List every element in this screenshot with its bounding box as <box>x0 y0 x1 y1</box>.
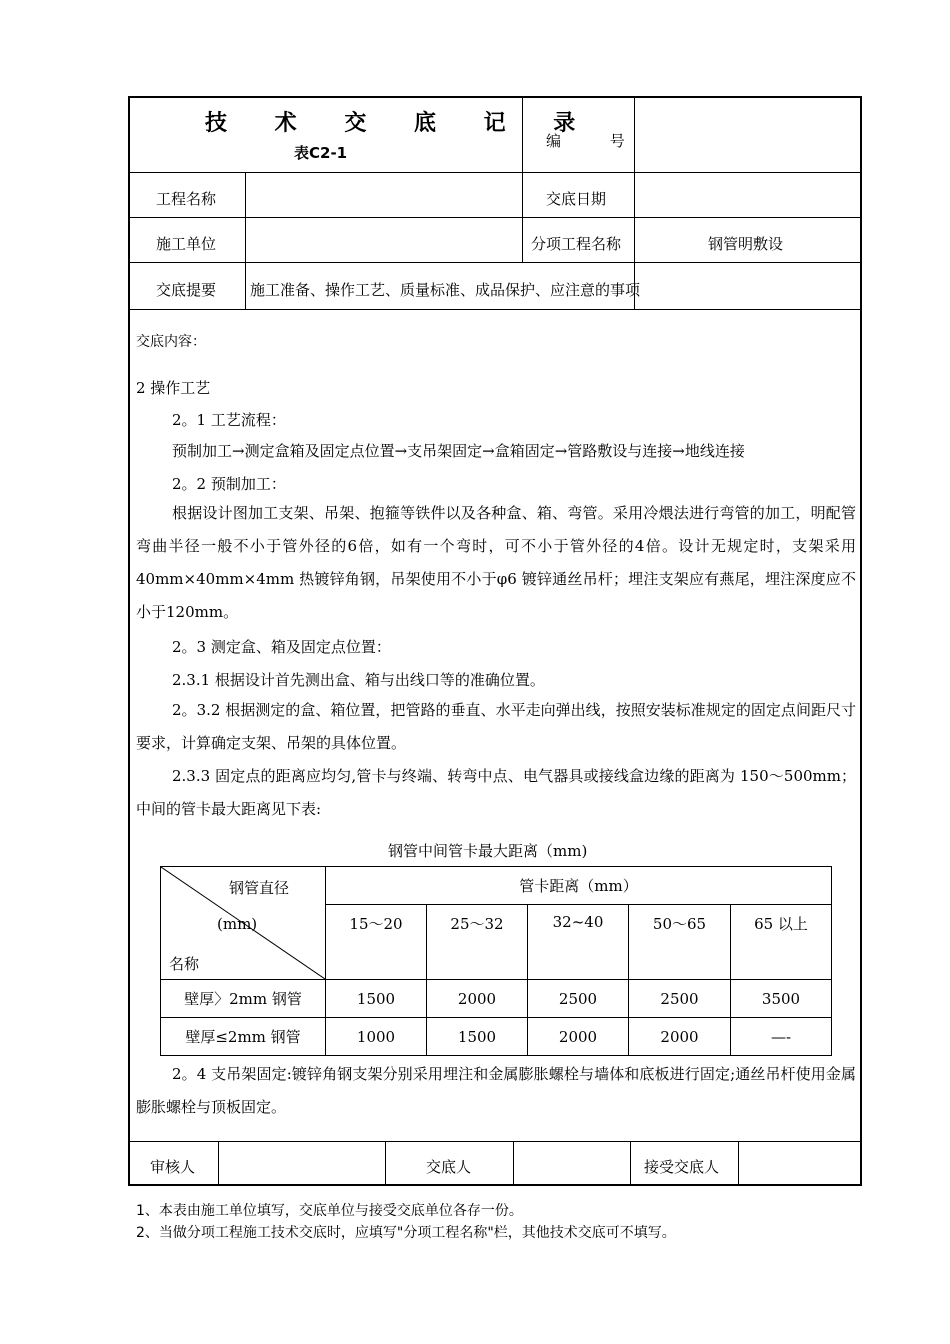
subsection-heading: 2。2 预制加工： <box>172 475 286 493</box>
form-title: 技 术 交 底 记 录 <box>205 111 596 136</box>
table-row <box>161 1018 832 1056</box>
table-row <box>161 980 832 1018</box>
column-header: 32~40 <box>528 905 629 980</box>
paragraph: 2。4 支吊架固定:镀锌角钢支架分别采用埋注和金属膨胀螺栓与墙体和底板进行固定;通丝吊杆使用金属膨胀螺栓与顶板固定。 <box>136 1065 856 1116</box>
reviewer-label: 审核人 <box>150 1158 196 1176</box>
row-name: 壁厚≤2mm 钢管 <box>161 1018 326 1056</box>
col-divider <box>738 1141 739 1186</box>
column-header: 65 以上 <box>731 905 832 980</box>
paragraph: 2.3.1 根据设计首先测出盒、箱与出线口等的准确位置。 <box>172 671 545 689</box>
summary-label: 交底提要 <box>156 281 217 299</box>
col-divider <box>513 1141 514 1186</box>
table-cell: 2000 <box>629 1018 731 1056</box>
corner-mid: (mm) <box>217 915 258 933</box>
spacing-table <box>160 866 832 1056</box>
col-divider <box>634 96 635 309</box>
paragraph: 根据设计图加工支架、吊架、抱箍等铁件以及各种盒、箱、弯管。采用冷煨法进行弯管的加工，明配管弯曲半径一般不小于管外径的6倍，如有一个弯时，可不小于管外径的4倍。设计无规定时，支架采用 40mm×40mm×4mm 热镀锌角钢，吊架使用不小于φ6 镀锌通丝吊杆；埋注支架应有燕尾，埋注深度应不小于120mm。 <box>136 504 856 621</box>
col-divider <box>630 1141 631 1186</box>
col-divider <box>522 217 523 262</box>
table-cell: 1000 <box>326 1018 427 1056</box>
receiver-field[interactable] <box>740 1143 860 1185</box>
row-name: 壁厚〉2mm 钢管 <box>161 980 326 1018</box>
column-header: 50～65 <box>629 905 731 980</box>
content-label: 交底内容： <box>136 334 206 350</box>
discloser-field[interactable] <box>515 1143 629 1185</box>
table-cell: 1500 <box>326 980 427 1018</box>
group-header: 管卡距离（mm） <box>326 867 832 905</box>
contractor-label: 施工单位 <box>156 235 217 253</box>
column-header: 25～32 <box>427 905 528 980</box>
row-divider <box>128 172 862 173</box>
form-code: 表C2-1 <box>294 144 348 162</box>
project-name-label: 工程名称 <box>156 190 217 208</box>
row-divider <box>128 309 862 310</box>
process-flow: 预制加工→测定盒箱及固定点位置→支吊架固定→盒箱固定→管路敷设与连接→地线连接 <box>172 442 745 460</box>
table-caption: 钢管中间管卡最大距离（mm) <box>388 842 588 860</box>
column-header: 15～20 <box>326 905 427 980</box>
table-cell: 3500 <box>731 980 832 1018</box>
corner-top: 钢管直径 <box>229 879 290 897</box>
paragraph: 2.3.3 固定点的距离应均匀,管卡与终端、转弯中点、电气器具或接线盒边缘的距离为 150～500mm；中间的管卡最大距离见下表: <box>136 767 856 818</box>
table-cell: 2000 <box>528 1018 629 1056</box>
summary-field[interactable]: 施工准备、操作工艺、质量标准、成品保护、应注意的事项 <box>250 281 641 299</box>
discloser-label: 交底人 <box>426 1158 472 1176</box>
paragraph: 2。3.2 根据测定的盒、箱位置，把管路的垂直、水平走向弹出线，按照安装标准规定的固定点间距尺寸要求，计算确定支架、吊架的具体位置。 <box>136 701 856 752</box>
col-divider <box>218 1141 219 1186</box>
col-divider <box>245 172 246 309</box>
corner-bottom: 名称 <box>169 955 200 973</box>
subsection-heading: 2。3 测定盒、箱及固定点位置： <box>172 638 391 656</box>
row-divider <box>128 217 862 218</box>
row-divider <box>128 1141 862 1142</box>
section-heading: 2 操作工艺 <box>136 379 211 397</box>
table-cell: 1500 <box>427 1018 528 1056</box>
table-cell: —- <box>731 1018 832 1056</box>
date-label: 交底日期 <box>546 190 607 208</box>
table-cell: 2500 <box>528 980 629 1018</box>
subsection-heading: 2。1 工艺流程： <box>172 411 286 429</box>
table-cell: 2500 <box>629 980 731 1018</box>
row-divider <box>128 262 862 263</box>
footnote: 1、本表由施工单位填写，交底单位与接受交底单位各存一份。 <box>136 1203 523 1219</box>
number-label: 编 号 <box>546 132 647 150</box>
col-divider <box>385 1141 386 1186</box>
reviewer-field[interactable] <box>220 1143 384 1185</box>
corner-cell <box>161 867 326 980</box>
table-cell: 2000 <box>427 980 528 1018</box>
footnote: 2、当做分项工程施工技术交底时，应填写"分项工程名称"栏，其他技术交底可不填写。 <box>136 1225 676 1241</box>
subproject-label: 分项工程名称 <box>531 235 622 253</box>
receiver-label: 接受交底人 <box>644 1158 720 1176</box>
subproject-field[interactable]: 钢管明敷设 <box>708 235 784 253</box>
